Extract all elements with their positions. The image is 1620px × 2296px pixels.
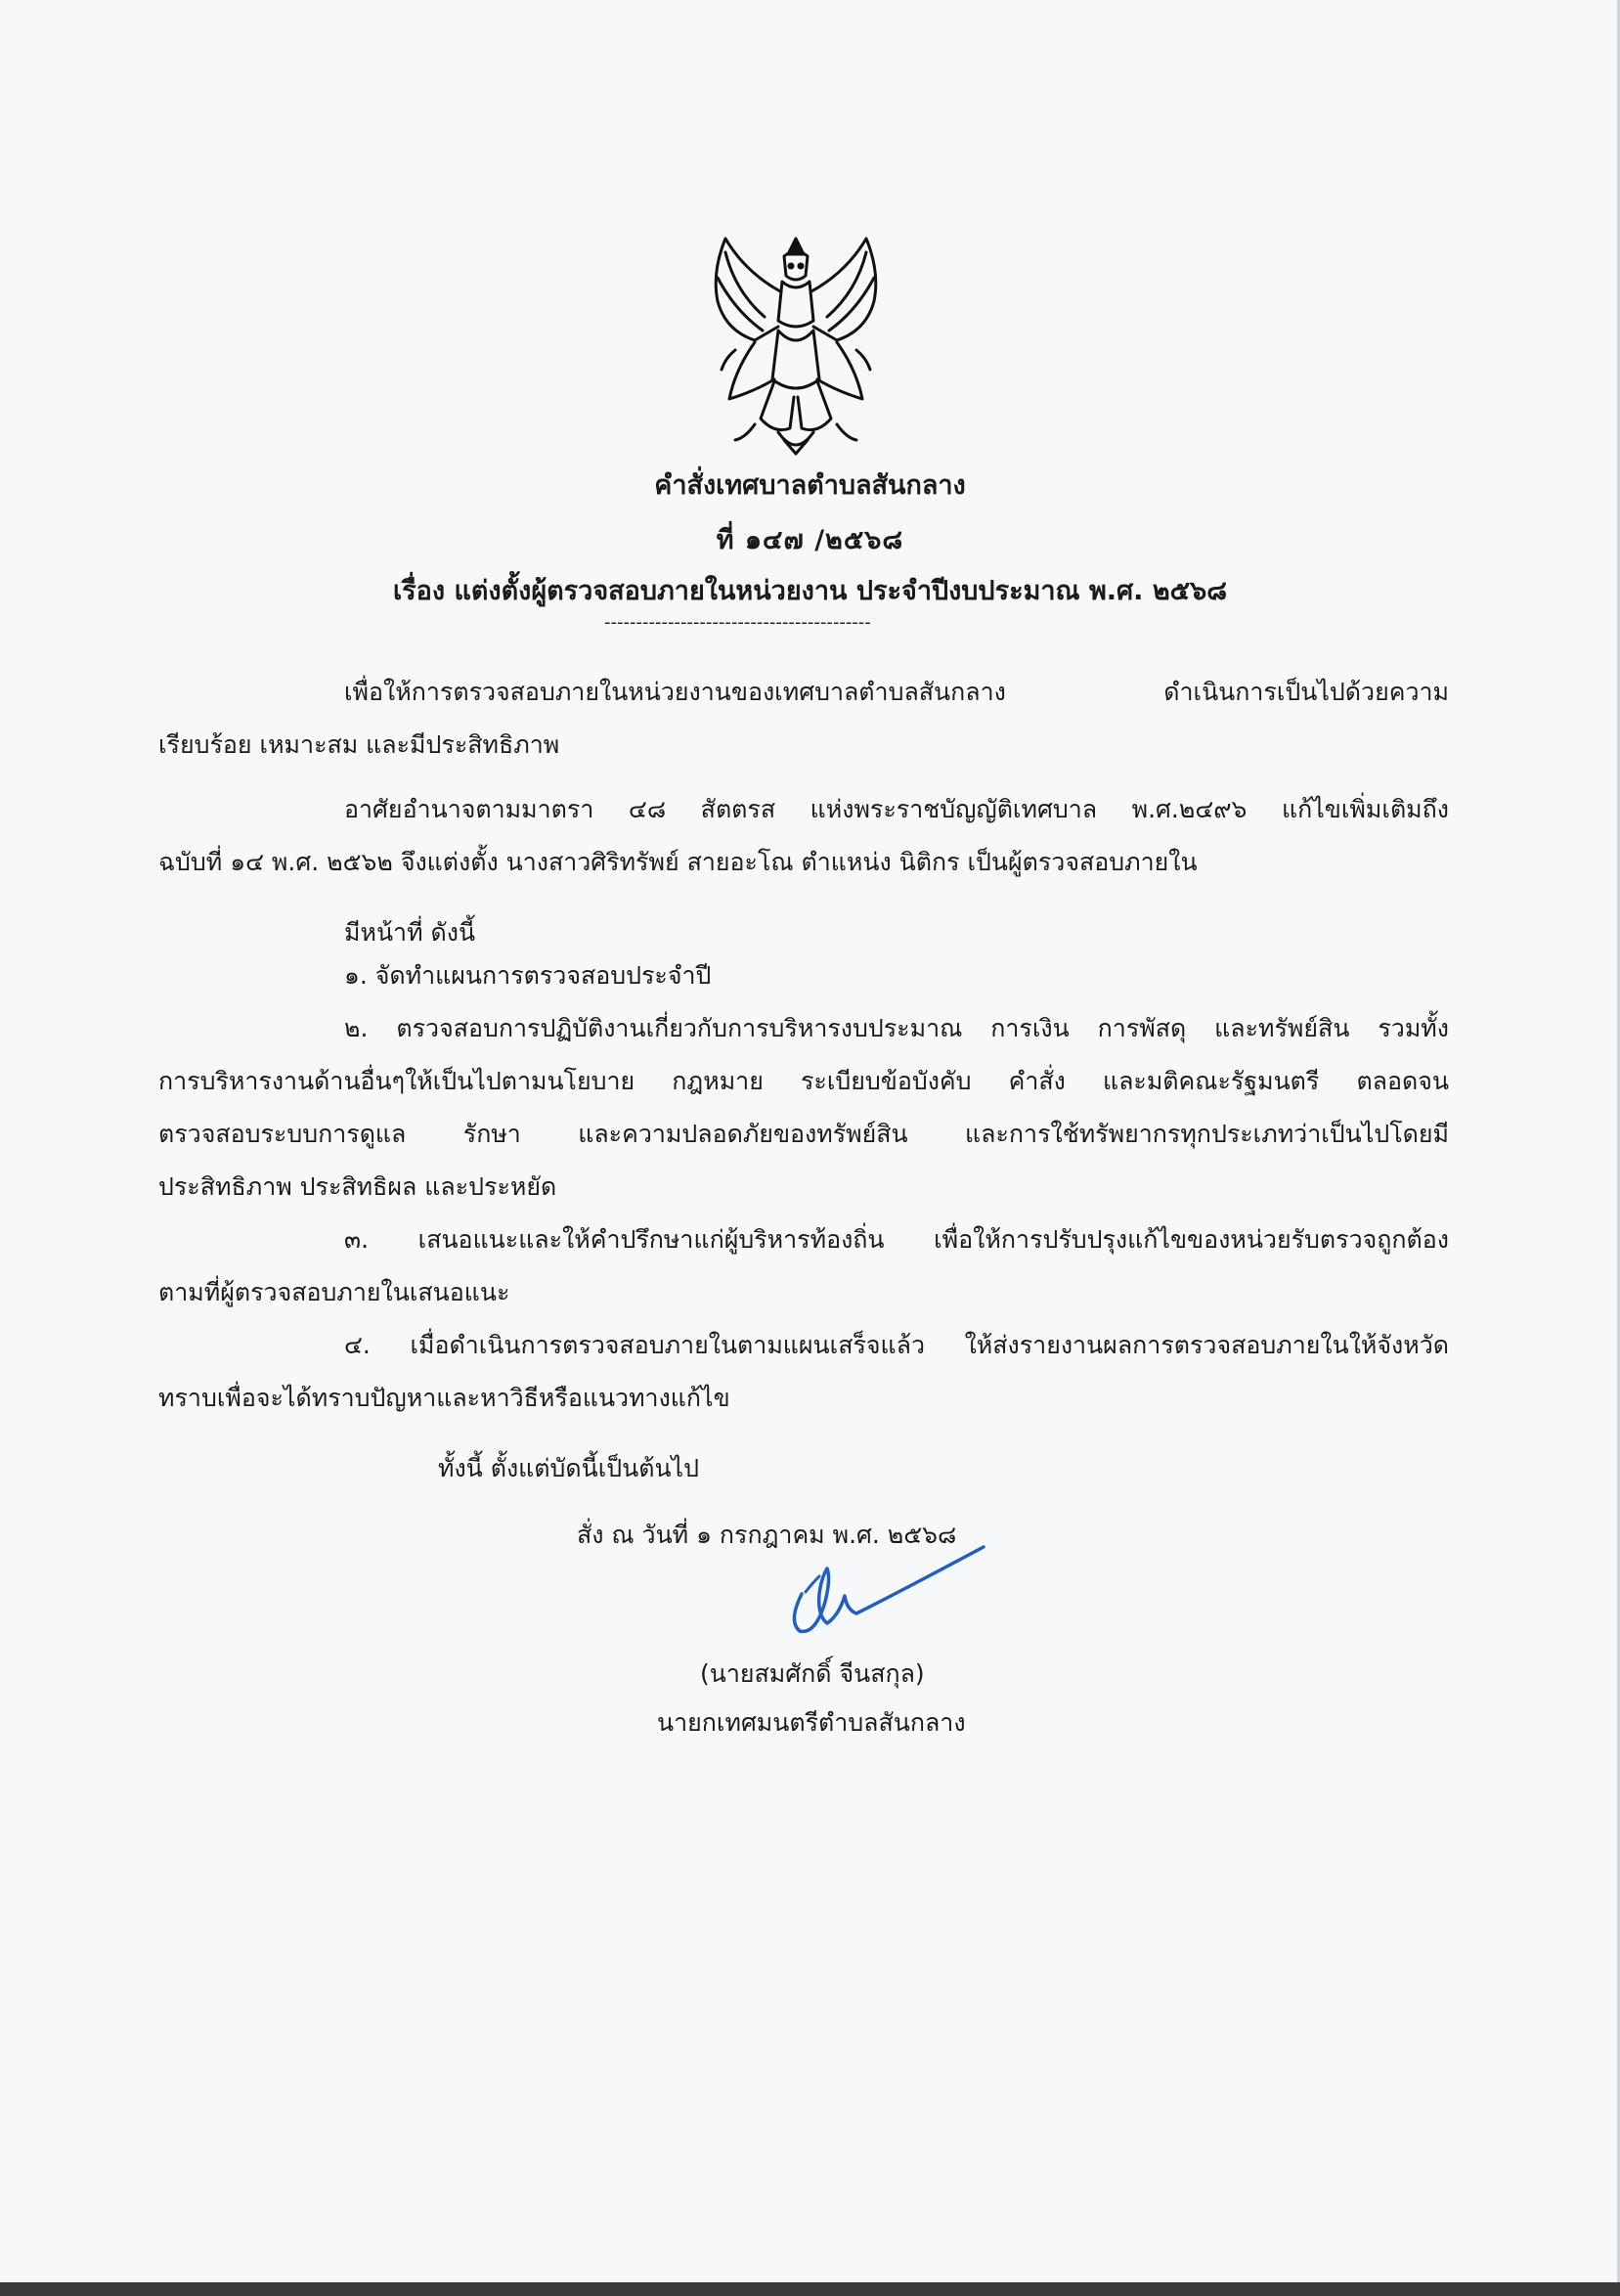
duty2-line2: การบริหารงานด้านอื่นๆให้เป็นไปตามนโยบาย กฎหมาย ระเบียบข้อบังคับ คำสั่ง และมติคณะรัฐมนตรี ตลอดจน	[158, 1067, 1449, 1095]
effective-clause: ทั้งนี้ ตั้งแต่บัดนี้เป็นต้นไป	[438, 1454, 699, 1482]
para2-line1: อาศัยอำนาจตามมาตรา ๔๘ สัตตรส แห่งพระราชบัญญัติเทศบาล พ.ศ.๒๔๙๖ แก้ไขเพิ่มเติมถึง	[344, 795, 1449, 823]
duty2-line1: ๒. ตรวจสอบการปฏิบัติงานเกี่ยวกับการบริหารงบประมาณ การเงิน การพัสดุ และทรัพย์สิน รวมทั้ง	[344, 1014, 1449, 1042]
duty3-line2: ตามที่ผู้ตรวจสอบภายในเสนอแนะ	[158, 1278, 510, 1306]
para1-line1: เพื่อให้การตรวจสอบภายในหน่วยงานของเทศบาลตำบลสันกลาง ดำเนินการเป็นไปด้วยความ	[344, 678, 1449, 706]
duty2-line3: ตรวจสอบระบบการดูแล รักษา และความปลอดภัยของทรัพย์สิน และการใช้ทรัพยากรทุกประเภทว่าเป็นไปโดยมี	[158, 1120, 1449, 1148]
duty3-line1: ๓. เสนอแนะและให้คำปรึกษาแก่ผู้บริหารท้องถิ่น เพื่อให้การปรับปรุงแก้ไขของหน่วยรับตรวจถูกต้อง	[344, 1225, 1449, 1254]
signatory-name: (นายสมศักดิ์ จีนสกุล)	[700, 1659, 925, 1688]
duty4-line1: ๔. เมื่อดำเนินการตรวจสอบภายในตามแผนเสร็จแล้ว ให้ส่งรายงานผลการตรวจสอบภายในให้จังหวัด	[344, 1331, 1449, 1359]
signatory-position: นายกเทศมนตรีตำบลสันกลาง	[657, 1708, 966, 1737]
para1-line2: เรียบร้อย เหมาะสม และมีประสิทธิภาพ	[158, 730, 560, 759]
issue-date: สั่ง ณ วันที่ ๑ กรกฎาคม พ.ศ. ๒๕๖๘	[577, 1521, 957, 1549]
duties-intro: มีหน้าที่ ดังนี้	[344, 918, 476, 947]
para2-line2: ฉบับที่ ๑๔ พ.ศ. ๒๕๖๒ จึงแต่งตั้ง นางสาวศิริทรัพย์ สายอะโณ ตำแหน่ง นิติกร เป็นผู้ตรวจสอบภายใน	[158, 848, 1198, 876]
order-subject: เรื่อง แต่งตั้งผู้ตรวจสอบภายในหน่วยงาน ประจำปีงบประมาณ พ.ศ. ๒๕๖๘	[392, 576, 1228, 606]
duty1-line1: ๑. จัดทำแผนการตรวจสอบประจำปี	[344, 961, 712, 990]
scan-edge-bottom	[0, 2282, 1620, 2296]
order-number: ที่ ๑๔๗ /๒๕๖๘	[716, 525, 904, 555]
signature-mark	[782, 1533, 997, 1641]
garuda-emblem	[696, 233, 896, 460]
duty4-line2: ทราบเพื่อจะได้ทราบปัญหาและหาวิธีหรือแนวทางแก้ไข	[158, 1384, 730, 1412]
duty2-line4: ประสิทธิภาพ ประสิทธิผล และประหยัด	[158, 1172, 557, 1201]
order-title: คำสั่งเทศบาลตำบลสันกลาง	[654, 470, 966, 501]
header-divider: ------------------------------------------	[604, 612, 871, 633]
